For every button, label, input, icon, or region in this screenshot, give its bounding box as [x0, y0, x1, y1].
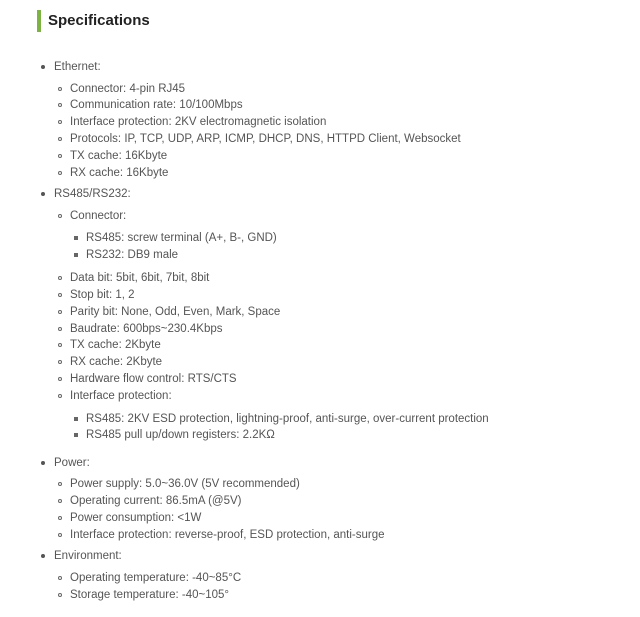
- spec-sub-item: RS485: 2KV ESD protection, lightning-proof, anti-surge, over-current protection: [86, 412, 489, 425]
- section-label: Ethernet:: [54, 61, 101, 73]
- spec-item: Parity bit: None, Odd, Even, Mark, Space: [70, 305, 281, 318]
- spec-item: Interface protection: reverse-proof, ESD protection, anti-surge: [70, 528, 385, 541]
- item-bullet: [58, 87, 62, 91]
- item-bullet: [58, 120, 62, 124]
- spec-item: Operating current: 86.5mA (@5V): [70, 494, 242, 507]
- section-bullet: [41, 461, 45, 465]
- item-bullet: [58, 499, 62, 503]
- item-bullet: [58, 533, 62, 537]
- item-bullet: [58, 310, 62, 314]
- page-title: Specifications: [37, 10, 150, 32]
- spec-item: Hardware flow control: RTS/CTS: [70, 373, 237, 386]
- spec-item: Protocols: IP, TCP, UDP, ARP, ICMP, DHCP, DNS, HTTPD Client, Websocket: [70, 133, 461, 146]
- spec-item: Data bit: 5bit, 6bit, 7bit, 8bit: [70, 271, 210, 284]
- spec-item: RX cache: 2Kbyte: [70, 356, 163, 369]
- item-bullet: [58, 154, 62, 158]
- item-bullet: [58, 360, 62, 364]
- item-bullet: [58, 327, 62, 331]
- item-bullet: [58, 214, 62, 218]
- spec-item: Connector: 4-pin RJ45: [70, 82, 186, 95]
- spec-item: Interface protection: 2KV electromagnetic isolation: [70, 116, 327, 129]
- item-bullet: [58, 171, 62, 175]
- spec-sub-item: RS485 pull up/down registers: 2.2KΩ: [86, 429, 275, 442]
- spec-item: Connector:: [70, 209, 127, 222]
- sub-item-bullet: [74, 417, 78, 421]
- item-bullet: [58, 103, 62, 107]
- spec-sub-item: RS232: DB9 male: [86, 248, 179, 261]
- item-bullet: [58, 516, 62, 520]
- spec-sub-item: RS485: screw terminal (A+, B-, GND): [86, 232, 277, 245]
- spec-item: Storage temperature: -40~105°: [70, 588, 229, 601]
- spec-item: Stop bit: 1, 2: [70, 288, 135, 301]
- spec-item: Operating temperature: -40~85°C: [70, 571, 242, 584]
- item-bullet: [58, 482, 62, 486]
- sub-item-bullet: [74, 433, 78, 437]
- spec-item: Communication rate: 10/100Mbps: [70, 99, 243, 112]
- section-bullet: [41, 192, 45, 196]
- item-bullet: [58, 276, 62, 280]
- spec-item: Power consumption: <1W: [70, 511, 202, 524]
- spec-item: Interface protection:: [70, 390, 172, 403]
- sub-item-bullet: [74, 253, 78, 257]
- spec-item: RX cache: 16Kbyte: [70, 167, 169, 179]
- spec-item: Power supply: 5.0~36.0V (5V recommended): [70, 478, 300, 490]
- item-bullet: [58, 394, 62, 398]
- spec-item: TX cache: 2Kbyte: [70, 339, 161, 352]
- section-bullet: [41, 65, 45, 69]
- section-label: RS485/RS232:: [54, 188, 131, 201]
- section-bullet: [41, 554, 45, 558]
- item-bullet: [58, 576, 62, 580]
- item-bullet: [58, 293, 62, 297]
- item-bullet: [58, 593, 62, 597]
- section-label: Environment:: [54, 550, 122, 563]
- item-bullet: [58, 137, 62, 141]
- item-bullet: [58, 343, 62, 347]
- section-label: Power:: [54, 456, 90, 469]
- spec-item: TX cache: 16Kbyte: [70, 150, 168, 163]
- sub-item-bullet: [74, 236, 78, 240]
- item-bullet: [58, 377, 62, 381]
- spec-item: Baudrate: 600bps~230.4Kbps: [70, 322, 223, 335]
